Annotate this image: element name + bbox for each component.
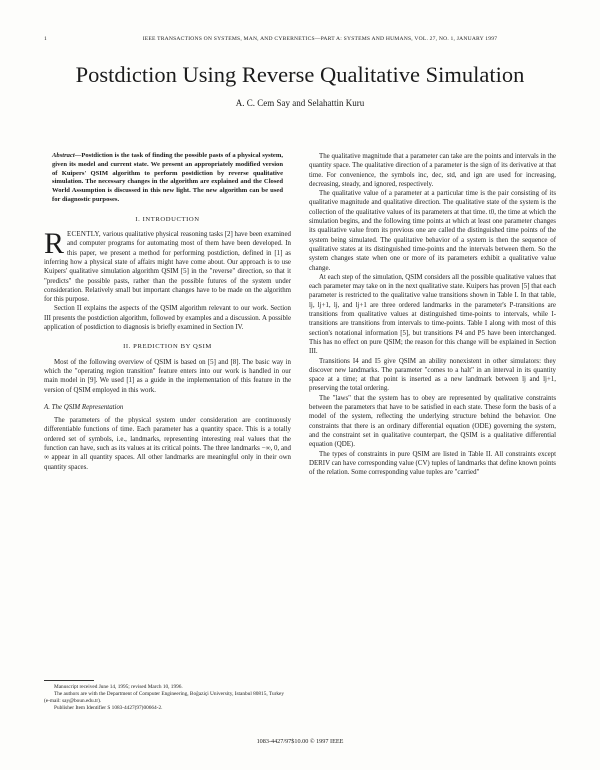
right-paragraph-4: Transitions I4 and I5 give QSIM an ability nonexistent in other simulators: they discover new landmarks. The parameter "comes to a halt" in an interval in its quantity space at a time; at that point is inserted as a new landmark between lj and lj+1, preserving the total ordering. [309,357,556,393]
authors: A. C. Cem Say and Selahattin Kuru [235,98,365,108]
footnote-pii: Publisher Item Identifier S 1083-4427(97)00664-2. [54,705,163,711]
intro-paragraph-2: Section II explains the aspects of the QSIM algorithm relevant to our work. Section III presents the postdiction algorithm, followed by examples and a discussion. A possible application of postdiction to diagnosis is briefly examined in Section IV. [44,305,291,332]
representation-paragraph-1: The parameters of the physical system under consideration are continuously differentiable functions of time. Each parameter has a quantity space. This is a totally ordered set of symbols, i.e., landmarks, representing interesting real values that the function can have, such as its values at its critical points. The three landmarks −∞, 0, and ∞ appear in all quantity spaces. All other landmarks are meaningful only in their own quantity spaces. [44,417,291,471]
right-paragraph-3: At each step of the simulation, QSIM considers all the possible qualitative values that each parameter may take on in the next qualitative state. Kuipers has proven [5] that each parameter is restricted to the qualitative value transitions shown in Table I. In that table, lj, lj+1, lj, and lj+1 are three ordered landmarks in the parameter's P-transitions are transitions from qualitative values at distinguished time-points to intervals, while I-transitions are transitions from intervals to time-points. Table I along with most of this section's notational information [5], but transitions P4 and P5 have been interchanged. This has no effect on pure QSIM; the reason for this change will be explained in Section III. [309,273,556,356]
right-paragraph-5: The "laws" that the system has to obey are represented by qualitative constraints between the parameters that have to be satisfied in each state. These form the basis of a model of the system, reflecting the underlying structure behind the behavior. One constraints that there is an ordinary differential equation (ODE) governing the system, and the constraint set in qualitative counterpart, the QSIM is a qualitative differential equation (QDE). [309,394,556,449]
page-number: 1 [44,36,47,42]
paper-title: Postdiction Using Reverse Qualitative Simulation [75,62,525,87]
section-heading-prediction: II. PREDICTION BY QSIM [123,343,212,351]
right-column [309,152,556,477]
drop-cap: R [44,227,65,261]
subsection-heading-representation: A. The QSIM Representation [44,403,124,411]
journal-title: IEEE TRANSACTIONS ON SYSTEMS, MAN, AND CYBERNETICS—PART A: SYSTEMS AND HUMANS, VOL. 27, NO. 1, JANUARY 1997 [142,36,498,42]
left-column [44,152,291,472]
abstract-text: Postdiction is the task of finding the possible pasts of a physical system, given its model and current state. We present an appropriately modified version of Kuipers' QSIM algorithm to perform postdiction by reverse qualitative simulation. The necessary changes in the algorithm are explained and the Closed World Assumption is discussed in this new light. The new algorithm can be used for diagnostic purposes. [52,152,283,203]
footnote-affiliation: The authors are with the Department of Computer Engineering, Boğaziçi University, Istanbul 80815, Turkey (e-mail: say@boun.edu.tr). [44,691,285,704]
intro-paragraph-1-text: various qualitative physical reasoning tasks [2] have been examined and computer programs for automating most of them have been developed. In this paper, we present a method for performing postdiction, defined in [1] as inferring how a physical state of affairs might have come about. Our approach is to use Kuipers' qualitative simulation algorithm QSIM [5] in the "reverse" direction, so that it "predicts" the possible pasts, rather than the possible futures of the system under consideration. Relatively small but important changes have to be made on the algorithm for this purpose. [44,231,291,304]
prediction-paragraph-1: Most of the following overview of QSIM is based on [5] and [8]. The basic way in which the "operating region transition" feature enters into our work is handled in our main model in [9]. We used [1] as a guide in the implementation of this feature in the version of QSIM employed in this work. [44,358,291,394]
footnote [44,680,291,712]
right-paragraph-6: The types of constraints in pure QSIM are listed in Table II. All constraints except DERIV can have corresponding value (CV) tuples of landmarks that define known points of the relation. Some corresponding value tuples are "carried" [309,450,556,477]
copyright-line: 1083-4427/97$10.00 © 1997 IEEE [256,738,344,745]
footnote-rule [44,680,94,681]
section-heading-introduction: I. INTRODUCTION [135,215,200,223]
footnote-received: Manuscript received June 14, 1995; revised March 10, 1996. [54,684,183,690]
intro-paragraph-1 [44,227,291,304]
intro-lead-caps: ECENTLY, [67,231,101,239]
right-paragraph-2: The qualitative value of a parameter at a particular time is the pair consisting of its qualitative magnitude and qualitative direction. The qualitative state of the system is the collection of the qualitative values of its parameters at that time. t0, the time at which the simulation begins, and the following time points at which at least one parameter changes its qualitative value from its previous one are called the distinguished time points of the system being simulated. The qualitative behavior of a system is then the sequence of qualitative states at its distinguished time-points and the intervals between them. So the system changes state when one or more of its parameters exhibit a qualitative value change. [309,190,556,272]
abstract-label: Abstract— [52,152,82,159]
abstract [44,152,291,205]
running-header [44,36,556,46]
right-paragraph-1: The qualitative magnitude that a parameter can take are the points and intervals in the quantity space. The qualitative direction of a parameter is the sign of its derivative at that time. For convenience, the symbols inc, dec, std, and ign are used for increasing, decreasing, steady, and ignored, respectively. [309,153,556,188]
